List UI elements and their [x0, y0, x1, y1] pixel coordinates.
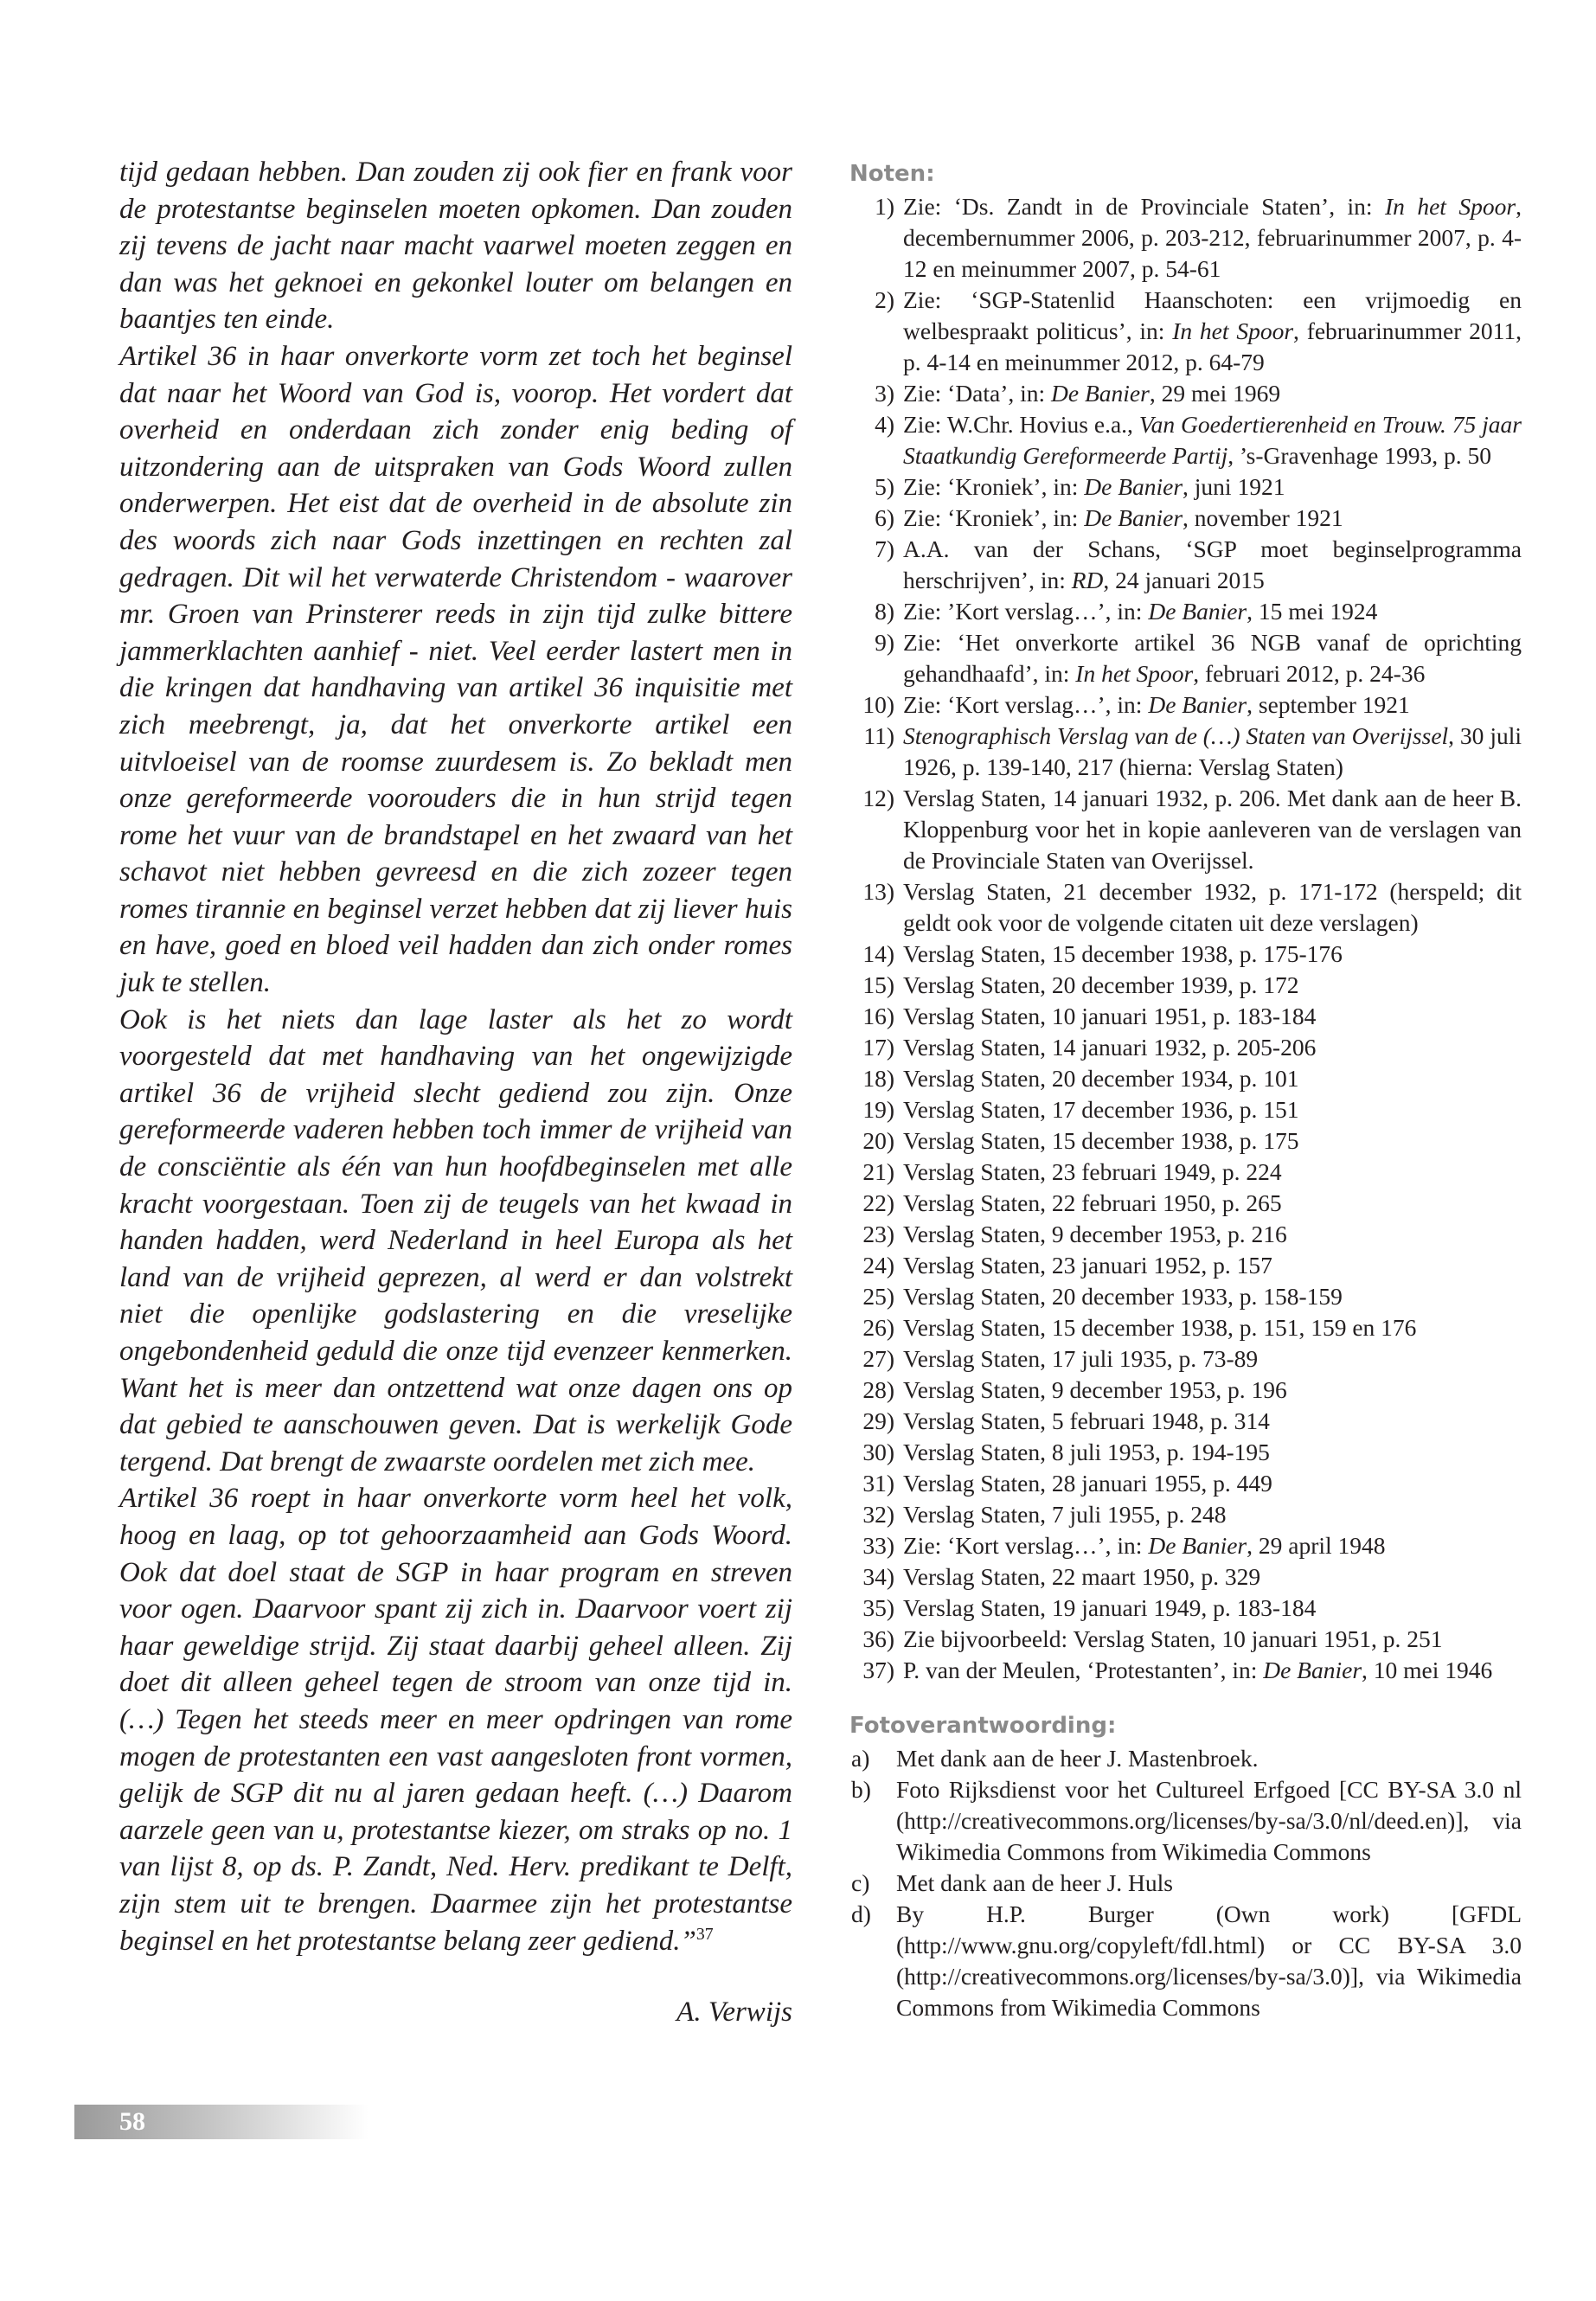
notes-list: [849, 191, 1522, 1686]
endnote-item: [849, 1094, 1522, 1125]
endnote-item: [849, 285, 1522, 378]
endnote-text-part: , november 1921: [1183, 504, 1343, 531]
article-paragraph: tijd gedaan hebben. Dan zouden zij ook fier en frank voor de protestantse beginselen moeten opkomen. Dan zouden zij tevens de jacht naar macht vaarwel moeten zeggen en dan was het geknoei en gekonkel louter om belangen en baantjes ten einde.: [119, 157, 792, 336]
credit-letter: c): [851, 1869, 870, 1896]
endnote-number: 8): [875, 598, 894, 625]
credit-letter: a): [851, 1745, 870, 1772]
endnote-text-part: , 30 juli 1926, p. 139-140, 217 (hierna: Verslag Staten): [903, 722, 1522, 780]
endnote-text: [903, 503, 1522, 534]
endnote-text-part: Verslag Staten, 9 december 1953, p. 216: [903, 1221, 1287, 1247]
endnote-text-part: Verslag Staten, 17 december 1936, p. 151: [903, 1096, 1299, 1123]
endnote-text: [903, 596, 1522, 627]
endnote-text-part: Verslag Staten, 21 december 1932, p. 171-172 (herspeld; dit geldt ook voor de volgende citaten uit deze verslagen): [903, 878, 1522, 936]
endnote-item: [849, 1219, 1522, 1250]
endnote-item: [849, 1157, 1522, 1188]
endnote-item: [849, 503, 1522, 534]
endnote-text: [903, 1624, 1522, 1655]
endnote-number: 28): [862, 1376, 894, 1403]
endnote-number: 29): [862, 1407, 894, 1434]
article-paragraph: Artikel 36 in haar onverkorte vorm zet toch het beginsel dat naar het Woord van God is, voorop. Het vordert dat overheid en onderdaan zich zonder enig beding of uitzondering aan de uitspraken van Gods Woord zullen onderwerpen. Het eist dat de overheid in de absolute zin des woords zich naar Gods inzettingen en rechten zal gedragen. Dit wil het verwaterde Christendom - waarover mr. Groen van Prinsterer reeds in zijn tijd zulke bittere jammerklachten aanhief - niet. Veel eerder lastert men in die kringen dat handhaving van artikel 36 inquisitie met zich meebrengt, ja, dat het onverkorte artikel een uitvloeisel van de roomse zuurdesem is. Zo bekladt men onze gereformeerde voorouders die in hun strijd tegen rome het vuur van de brandstapel en het zwaard van het schavot niet hebben gevreesd en die zich zozeer tegen romes tirannie en beginsel verzet hebben dat zij liever huis en have, goed en bloed veil hadden dan zich onder romes juk te stellen.: [119, 340, 792, 999]
endnote-text: [903, 1375, 1522, 1406]
endnote-text-part: , juni 1921: [1183, 473, 1285, 500]
endnote-number: 13): [862, 878, 894, 905]
credit-text: Met dank aan de heer J. Huls: [896, 1869, 1173, 1896]
endnote-item: [849, 1188, 1522, 1219]
endnote-item: [849, 1032, 1522, 1063]
endnote-item: [849, 876, 1522, 939]
endnote-text-part: , februarinummer 2011, p. 4-14 en meinummer 2012, p. 64-79: [903, 317, 1522, 375]
endnote-text: [903, 1032, 1522, 1063]
endnote-item: [849, 783, 1522, 876]
endnote-text-part: P. van der Meulen, ‘Protestanten’, in:: [903, 1657, 1264, 1683]
endnote-text-part: , 24 januari 2015: [1103, 567, 1265, 593]
endnote-item: [849, 721, 1522, 783]
endnote-item: [849, 471, 1522, 503]
endnote-text: [903, 1281, 1522, 1312]
endnote-item: [849, 1125, 1522, 1157]
endnote-text: [903, 471, 1522, 503]
endnote-text: [903, 1125, 1522, 1157]
endnote-number: 16): [862, 1003, 894, 1029]
credit-text: Foto Rijksdienst voor het Cultureel Erfgoed [CC BY-SA 3.0 nl (http://creativecommons.org/licenses/by-sa/3.0/nl/deed.en)], via Wikimedia Commons from Wikimedia Commons: [896, 1776, 1522, 1865]
endnote-source-title: De Banier: [1148, 598, 1247, 625]
page-number: 58: [119, 2107, 145, 2136]
endnote-text-part: Zie: ‘Kroniek’, in:: [903, 473, 1085, 500]
endnote-text-part: Verslag Staten, 15 december 1938, p. 151, 159 en 176: [903, 1314, 1417, 1341]
endnote-item: [849, 939, 1522, 970]
endnote-text: [903, 1561, 1522, 1593]
endnote-text-part: Zie: ‘Het onverkorte artikel 36 NGB vanaf de oprichting gehandhaafd’, in:: [903, 629, 1522, 687]
endnote-text: [903, 689, 1522, 721]
article-paragraph-text: Artikel 36 roept in haar onverkorte vorm heel het volk, hoog en laag, op tot gehoorzaamheid aan Gods Woord. Ook dat doel staat de SGP in haar program en streven voor ogen. Daarvoor spant zij zich in. Daarvoor voert zij haar geweldige strijd. Zij staat daarbij geheel alleen. Zij doet dit alleen geheel tegen de stroom van onze tijd in. (…) Tegen het steeds meer en meer opdringen van rome mogen de protestanten een vast aangesloten front vormen, gelijk de SGP dit nu al jaren gedaan heeft. (…) Daarom aarzele geen van u, protestantse kiezer, om straks op no. 1 van lijst 8, op ds. P. Zandt, Ned. Herv. predikant te Delft, zijn stem uit te brengen. Daarmee zijn het protestantse beginsel en het protestantse belang zeer gediend.”: [119, 1483, 792, 1957]
endnote-number: 37): [862, 1657, 894, 1683]
endnote-text-part: Zie: ‘Data’, in:: [903, 380, 1052, 407]
endnote-text: [903, 1094, 1522, 1125]
endnote-text-part: , 15 mei 1924: [1247, 598, 1378, 625]
endnote-text-part: Verslag Staten, 8 juli 1953, p. 194-195: [903, 1439, 1270, 1465]
endnote-number: 10): [862, 691, 894, 718]
endnote-text-part: Verslag Staten, 15 december 1938, p. 175: [903, 1127, 1299, 1154]
endnote-text: [903, 1188, 1522, 1219]
endnote-number: 31): [862, 1470, 894, 1497]
endnote-text: [903, 1530, 1522, 1561]
endnote-text: [903, 1655, 1522, 1686]
endnote-source-title: De Banier: [1084, 473, 1183, 500]
endnote-text-part: Verslag Staten, 28 januari 1955, p. 449: [903, 1470, 1272, 1497]
endnote-text-part: , ’s-Gravenhage 1993, p. 50: [1227, 442, 1491, 469]
endnote-item: [849, 1499, 1522, 1530]
endnote-item: [849, 534, 1522, 596]
endnote-text: [903, 627, 1522, 689]
endnote-number: 19): [862, 1096, 894, 1123]
endnote-item: [849, 1250, 1522, 1281]
endnote-text-part: , 29 april 1948: [1247, 1532, 1386, 1559]
endnote-number: 12): [862, 785, 894, 811]
endnote-item: [849, 1530, 1522, 1561]
endnote-source-title: Van Goedertierenheid en Trouw. 75 jaar Staatkundig Gereformeerde Partij: [903, 411, 1522, 469]
endnote-text-part: Verslag Staten, 20 december 1933, p. 158-159: [903, 1283, 1343, 1310]
credit-letter: b): [851, 1776, 871, 1803]
endnote-number: 1): [875, 193, 894, 220]
endnote-number: 30): [862, 1439, 894, 1465]
credit-item: [849, 1868, 1522, 1899]
endnote-text-part: Zie: ‘Kroniek’, in:: [903, 504, 1085, 531]
author-signature: A. Verwijs: [676, 1997, 792, 2029]
endnote-number: 23): [862, 1221, 894, 1247]
endnote-text: [903, 1250, 1522, 1281]
endnote-number: 26): [862, 1314, 894, 1341]
endnote-text: [903, 1001, 1522, 1032]
article-paragraph-final: [119, 1480, 792, 1959]
endnote-item: [849, 1001, 1522, 1032]
endnote-item: [849, 1063, 1522, 1094]
endnote-text-part: Zie: ‘SGP-Statenlid Haanschoten: een vrijmoedig en welbespraakt politicus’, in:: [903, 286, 1522, 344]
endnote-text: [903, 876, 1522, 939]
endnote-text: [903, 970, 1522, 1001]
endnote-number: 33): [862, 1532, 894, 1559]
endnote-text: [903, 285, 1522, 378]
endnote-text-part: , september 1921: [1247, 691, 1410, 718]
endnote-item: [849, 1281, 1522, 1312]
endnote-text-part: , 29 mei 1969: [1149, 380, 1281, 407]
endnote-number: 5): [875, 473, 894, 500]
endnote-text: [903, 939, 1522, 970]
endnote-source-title: De Banier: [1051, 380, 1150, 407]
credits-list: [849, 1743, 1522, 2023]
endnote-text: [903, 1437, 1522, 1468]
endnote-item: [849, 596, 1522, 627]
endnote-text-part: Verslag Staten, 23 januari 1952, p. 157: [903, 1252, 1272, 1279]
endnote-item: [849, 1655, 1522, 1686]
endnote-item: [849, 1561, 1522, 1593]
notes-heading: Noten:: [849, 161, 935, 187]
credit-letter: d): [851, 1900, 871, 1927]
endnote-number: 22): [862, 1189, 894, 1216]
endnote-text-part: Zie: ‘Ds. Zandt in de Provinciale Staten’, in:: [903, 193, 1385, 220]
credit-text: Met dank aan de heer J. Mastenbroek.: [896, 1745, 1259, 1772]
endnote-source-title: De Banier: [1148, 1532, 1247, 1559]
endnote-text-part: Zie bijvoorbeeld: Verslag Staten, 10 januari 1951, p. 251: [903, 1625, 1443, 1652]
endnote-text-part: Verslag Staten, 14 januari 1932, p. 206. Met dank aan de heer B. Kloppenburg voor het in kopie aanleveren van de verslagen van de Provinciale Staten van Overijssel.: [903, 785, 1522, 874]
endnote-item: [849, 1343, 1522, 1375]
endnote-text-part: Verslag Staten, 5 februari 1948, p. 314: [903, 1407, 1270, 1434]
endnote-number: 14): [862, 940, 894, 967]
endnote-text-part: Verslag Staten, 19 januari 1949, p. 183-184: [903, 1594, 1317, 1621]
endnote-text: [903, 1406, 1522, 1437]
endnote-source-title: In het Spoor: [1075, 660, 1194, 687]
endnote-number: 20): [862, 1127, 894, 1154]
endnote-text: [903, 783, 1522, 876]
endnote-text-part: Verslag Staten, 20 december 1939, p. 172: [903, 971, 1299, 998]
endnote-text: [903, 409, 1522, 471]
endnote-number: 35): [862, 1594, 894, 1621]
endnote-text: [903, 1468, 1522, 1499]
endnote-text-part: Verslag Staten, 20 december 1934, p. 101: [903, 1065, 1299, 1092]
endnote-source-title: De Banier: [1084, 504, 1183, 531]
endnote-text-part: Zie: ’Kort verslag…’, in:: [903, 598, 1149, 625]
endnote-number: 9): [875, 629, 894, 656]
endnote-text-part: Verslag Staten, 22 maart 1950, p. 329: [903, 1563, 1261, 1590]
endnote-text: [903, 534, 1522, 596]
endnote-text-part: A.A. van der Schans, ‘SGP moet beginselprogramma herschrijven’, in:: [903, 535, 1522, 593]
endnote-text-part: Zie: ‘Kort verslag…’, in:: [903, 691, 1149, 718]
credit-text: By H.P. Burger (Own work) [GFDL (http://www.gnu.org/copyleft/fdl.html) or CC BY-SA 3.0 (http://creativecommons.org/licenses/by-sa/3.0)], via Wikimedia Commons from Wikimedia Commons: [896, 1900, 1522, 2021]
endnote-text-part: Verslag Staten, 17 juli 1935, p. 73-89: [903, 1345, 1259, 1372]
endnote-number: 18): [862, 1065, 894, 1092]
credit-item: [849, 1899, 1522, 2023]
endnote-item: [849, 378, 1522, 409]
endnote-text-part: Verslag Staten, 14 januari 1932, p. 205-206: [903, 1034, 1317, 1061]
endnote-item: [849, 409, 1522, 471]
endnote-number: 4): [875, 411, 894, 438]
endnote-source-title: In het Spoor: [1385, 193, 1516, 220]
article-paragraph: Ook is het niets dan lage laster als het zo wordt voorgesteld dat met handhaving van het ongewijzigde artikel 36 de vrijheid slecht gediend zou zijn. Onze gereformeerde vaderen hebben toch immer de vrijheid van de consciëntie als één van hun hoofdbeginselen met alle kracht voorgestaan. Toen zij de teugels van het kwaad in handen hadden, werd Nederland in heel Europa als het land van de vrijheid geprezen, al werd er dan volstrekt niet die openlijke godslastering en die vreselijke ongebondenheid geduld die onze tijd evenzeer kenmerken. Want het is meer dan ontzettend wat onze dagen ons op dat gebied te aanschouwen geven. Dat is werkelijk Gode tergend. Dat brengt de zwaarste oordelen met zich mee.: [119, 1003, 792, 1477]
footnote-reference: 37: [695, 1924, 714, 1944]
endnote-text: [903, 1499, 1522, 1530]
endnote-text-part: Zie: ‘Kort verslag…’, in:: [903, 1532, 1149, 1559]
endnote-item: [849, 1624, 1522, 1655]
endnote-number: 36): [862, 1625, 894, 1652]
endnote-number: 3): [875, 380, 894, 407]
endnote-text: [903, 1219, 1522, 1250]
endnote-item: [849, 627, 1522, 689]
endnotes-column: [849, 158, 1522, 2023]
endnote-text-part: , 10 mei 1946: [1362, 1657, 1493, 1683]
endnote-text: [903, 1343, 1522, 1375]
endnote-text-part: Verslag Staten, 15 december 1938, p. 175-176: [903, 940, 1343, 967]
endnote-item: [849, 1406, 1522, 1437]
endnote-number: 27): [862, 1345, 894, 1372]
endnote-text: [903, 1063, 1522, 1094]
endnote-text-part: Verslag Staten, 23 februari 1949, p. 224: [903, 1158, 1282, 1185]
endnote-text: [903, 1312, 1522, 1343]
endnote-text: [903, 1157, 1522, 1188]
endnote-source-title: De Banier: [1148, 691, 1247, 718]
endnote-text: [903, 191, 1522, 285]
endnote-source-title: De Banier: [1263, 1657, 1362, 1683]
photo-credits: [849, 1710, 1522, 2023]
endnote-item: [849, 1375, 1522, 1406]
endnote-number: 11): [863, 722, 894, 749]
page-number-bar: [74, 2105, 369, 2139]
endnote-text-part: , decembernummer 2006, p. 203-212, februarinummer 2007, p. 4-12 en meinummer 2007, p. 54-61: [903, 193, 1522, 282]
endnote-text: [903, 1593, 1522, 1624]
endnote-number: 25): [862, 1283, 894, 1310]
endnote-item: [849, 1593, 1522, 1624]
endnote-number: 2): [875, 286, 894, 313]
endnote-number: 17): [862, 1034, 894, 1061]
endnote-item: [849, 689, 1522, 721]
endnote-text-part: Verslag Staten, 9 december 1953, p. 196: [903, 1376, 1287, 1403]
endnote-number: 34): [862, 1563, 894, 1590]
endnote-text-part: Verslag Staten, 10 januari 1951, p. 183-184: [903, 1003, 1317, 1029]
endnote-number: 7): [875, 535, 894, 562]
endnote-text-part: , februari 2012, p. 24-36: [1193, 660, 1426, 687]
endnote-item: [849, 1312, 1522, 1343]
endnote-item: [849, 970, 1522, 1001]
endnote-item: [849, 1468, 1522, 1499]
endnote-item: [849, 191, 1522, 285]
endnote-text: [903, 721, 1522, 783]
endnote-source-title: RD: [1071, 567, 1104, 593]
endnote-source-title: In het Spoor: [1172, 317, 1294, 344]
credit-item: [849, 1743, 1522, 1774]
endnote-number: 6): [875, 504, 894, 531]
endnote-text: [903, 378, 1522, 409]
credit-item: [849, 1774, 1522, 1868]
endnote-source-title: Stenographisch Verslag van de (…) Staten van Overijssel: [903, 722, 1449, 749]
endnote-text-part: Verslag Staten, 22 februari 1950, p. 265: [903, 1189, 1282, 1216]
endnote-number: 32): [862, 1501, 894, 1528]
endnote-text-part: Verslag Staten, 7 juli 1955, p. 248: [903, 1501, 1227, 1528]
endnote-number: 21): [862, 1158, 894, 1185]
credits-heading: Fotoverantwoording:: [849, 1713, 1117, 1739]
endnote-item: [849, 1437, 1522, 1468]
endnote-text-part: Zie: W.Chr. Hovius e.a.,: [903, 411, 1139, 438]
endnote-number: 15): [862, 971, 894, 998]
article-body: [119, 154, 792, 2031]
endnote-number: 24): [862, 1252, 894, 1279]
